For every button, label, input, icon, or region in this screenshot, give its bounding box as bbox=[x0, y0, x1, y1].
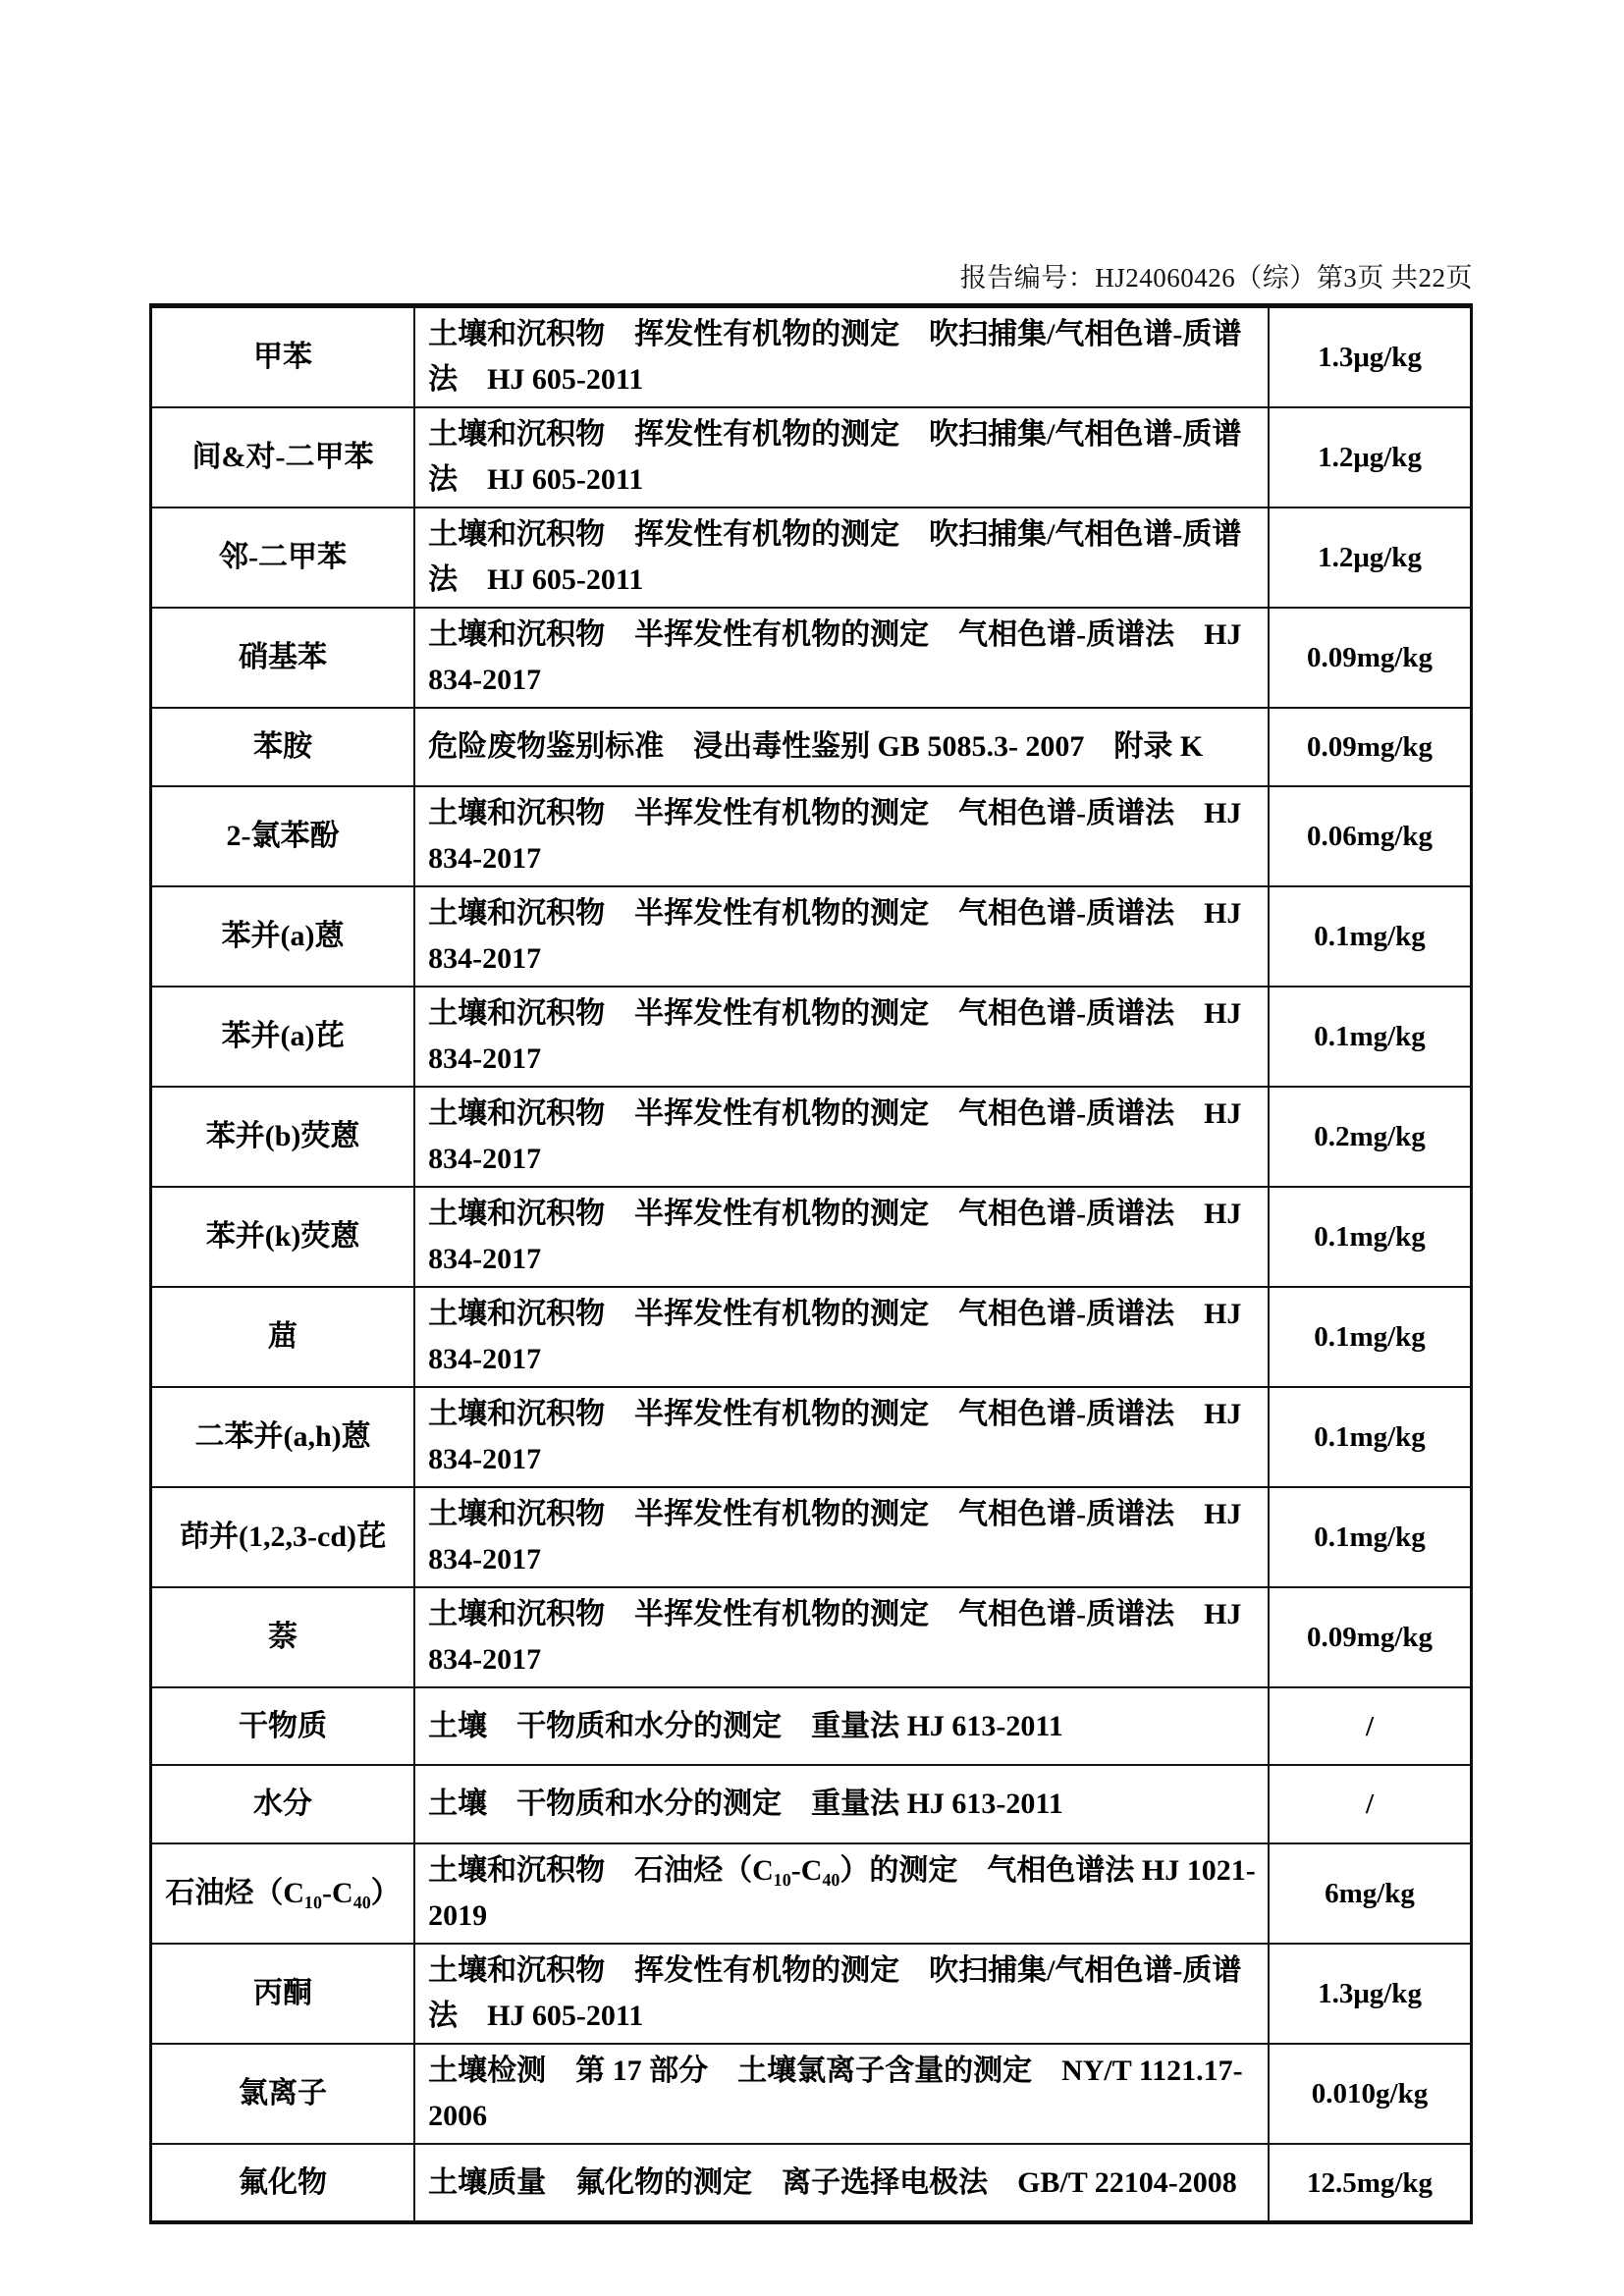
table-row bbox=[151, 1187, 1472, 1287]
method-cell: 土壤质量 氟化物的测定 离子选择电极法 GB/T 22104-2008 bbox=[414, 2144, 1269, 2222]
parameter-name-cell: 苯并(k)荧蒽 bbox=[151, 1187, 415, 1287]
detection-limit-cell: / bbox=[1269, 1687, 1471, 1765]
method-cell: 土壤和沉积物 半挥发性有机物的测定 气相色谱-质谱法 HJ 834-2017 bbox=[414, 1287, 1269, 1387]
detection-limit-cell: 1.2μg/kg bbox=[1269, 507, 1471, 608]
detection-limit-cell: 0.1mg/kg bbox=[1269, 1187, 1471, 1287]
detection-limit-cell: 0.09mg/kg bbox=[1269, 1587, 1471, 1687]
table-row bbox=[151, 2144, 1472, 2222]
method-cell: 土壤和沉积物 挥发性有机物的测定 吹扫捕集/气相色谱-质谱法 HJ 605-2011 bbox=[414, 306, 1269, 408]
parameter-name-cell: 二苯并(a,h)蒽 bbox=[151, 1387, 415, 1487]
parameter-name-cell: 萘 bbox=[151, 1587, 415, 1687]
table-row bbox=[151, 1287, 1472, 1387]
detection-limit-cell: 1.3μg/kg bbox=[1269, 306, 1471, 408]
detection-limit-cell: 0.06mg/kg bbox=[1269, 786, 1471, 886]
detection-limit-cell: 1.3μg/kg bbox=[1269, 1944, 1471, 2044]
method-cell: 土壤和沉积物 挥发性有机物的测定 吹扫捕集/气相色谱-质谱法 HJ 605-2011 bbox=[414, 507, 1269, 608]
method-cell: 土壤和沉积物 半挥发性有机物的测定 气相色谱-质谱法 HJ 834-2017 bbox=[414, 786, 1269, 886]
method-cell: 土壤和沉积物 半挥发性有机物的测定 气相色谱-质谱法 HJ 834-2017 bbox=[414, 886, 1269, 987]
table-row bbox=[151, 1765, 1472, 1843]
method-cell: 危险废物鉴别标准 浸出毒性鉴别 GB 5085.3- 2007 附录 K bbox=[414, 708, 1269, 786]
detection-limit-cell: 0.09mg/kg bbox=[1269, 708, 1471, 786]
table-row bbox=[151, 786, 1472, 886]
method-cell: 土壤和沉积物 石油烃（C₁₀-C₄₀）的测定 气相色谱法 HJ 1021-2019 bbox=[414, 1843, 1269, 1944]
parameter-name-cell: 甲苯 bbox=[151, 306, 415, 408]
method-table bbox=[149, 303, 1473, 2224]
method-cell: 土壤和沉积物 半挥发性有机物的测定 气相色谱-质谱法 HJ 834-2017 bbox=[414, 1187, 1269, 1287]
table-row bbox=[151, 1487, 1472, 1587]
parameter-name-cell: 䓛 bbox=[151, 1287, 415, 1387]
parameter-name-cell: 苯胺 bbox=[151, 708, 415, 786]
parameter-name-cell: 间&对-二甲苯 bbox=[151, 407, 415, 507]
parameter-name-cell: 邻-二甲苯 bbox=[151, 507, 415, 608]
detection-limit-cell: 0.1mg/kg bbox=[1269, 987, 1471, 1087]
detection-limit-cell: 0.1mg/kg bbox=[1269, 1387, 1471, 1487]
parameter-name-cell: 苯并(b)荧蒽 bbox=[151, 1087, 415, 1187]
parameter-name-cell: 硝基苯 bbox=[151, 608, 415, 708]
method-cell: 土壤和沉积物 半挥发性有机物的测定 气相色谱-质谱法 HJ 834-2017 bbox=[414, 987, 1269, 1087]
table-row bbox=[151, 407, 1472, 507]
parameter-name-cell: 石油烃（C₁₀-C₄₀） bbox=[151, 1843, 415, 1944]
table-row bbox=[151, 1587, 1472, 1687]
table-row bbox=[151, 886, 1472, 987]
parameter-name-cell: 水分 bbox=[151, 1765, 415, 1843]
parameter-name-cell: 苯并(a)芘 bbox=[151, 987, 415, 1087]
table-row bbox=[151, 987, 1472, 1087]
method-cell: 土壤和沉积物 挥发性有机物的测定 吹扫捕集/气相色谱-质谱法 HJ 605-2011 bbox=[414, 1944, 1269, 2044]
detection-limit-cell: / bbox=[1269, 1765, 1471, 1843]
table-row bbox=[151, 1387, 1472, 1487]
method-cell: 土壤和沉积物 挥发性有机物的测定 吹扫捕集/气相色谱-质谱法 HJ 605-2011 bbox=[414, 407, 1269, 507]
parameter-name-cell: 苯并(a)蒽 bbox=[151, 886, 415, 987]
method-cell: 土壤和沉积物 半挥发性有机物的测定 气相色谱-质谱法 HJ 834-2017 bbox=[414, 1387, 1269, 1487]
parameter-name-cell: 茚并(1,2,3-cd)芘 bbox=[151, 1487, 415, 1587]
detection-limit-cell: 0.010g/kg bbox=[1269, 2044, 1471, 2144]
method-cell: 土壤 干物质和水分的测定 重量法 HJ 613-2011 bbox=[414, 1687, 1269, 1765]
table-row bbox=[151, 708, 1472, 786]
method-cell: 土壤和沉积物 半挥发性有机物的测定 气相色谱-质谱法 HJ 834-2017 bbox=[414, 1087, 1269, 1187]
detection-limit-cell: 6mg/kg bbox=[1269, 1843, 1471, 1944]
parameter-name-cell: 氯离子 bbox=[151, 2044, 415, 2144]
table-row bbox=[151, 306, 1472, 408]
method-cell: 土壤 干物质和水分的测定 重量法 HJ 613-2011 bbox=[414, 1765, 1269, 1843]
method-cell: 土壤和沉积物 半挥发性有机物的测定 气相色谱-质谱法 HJ 834-2017 bbox=[414, 1587, 1269, 1687]
table-row bbox=[151, 2044, 1472, 2144]
table-row bbox=[151, 1087, 1472, 1187]
table-row bbox=[151, 608, 1472, 708]
method-cell: 土壤检测 第 17 部分 土壤氯离子含量的测定 NY/T 1121.17-2006 bbox=[414, 2044, 1269, 2144]
parameter-name-cell: 丙酮 bbox=[151, 1944, 415, 2044]
parameter-name-cell: 氟化物 bbox=[151, 2144, 415, 2222]
table-row bbox=[151, 1843, 1472, 1944]
detection-limit-cell: 0.2mg/kg bbox=[1269, 1087, 1471, 1187]
parameter-name-cell: 干物质 bbox=[151, 1687, 415, 1765]
method-cell: 土壤和沉积物 半挥发性有机物的测定 气相色谱-质谱法 HJ 834-2017 bbox=[414, 608, 1269, 708]
method-cell: 土壤和沉积物 半挥发性有机物的测定 气相色谱-质谱法 HJ 834-2017 bbox=[414, 1487, 1269, 1587]
table-row bbox=[151, 1944, 1472, 2044]
table-row bbox=[151, 507, 1472, 608]
detection-limit-cell: 0.09mg/kg bbox=[1269, 608, 1471, 708]
detection-limit-cell: 12.5mg/kg bbox=[1269, 2144, 1471, 2222]
parameter-name-cell: 2-氯苯酚 bbox=[151, 786, 415, 886]
detection-limit-cell: 0.1mg/kg bbox=[1269, 1287, 1471, 1387]
detection-limit-cell: 0.1mg/kg bbox=[1269, 886, 1471, 987]
table-row bbox=[151, 1687, 1472, 1765]
detection-limit-cell: 1.2μg/kg bbox=[1269, 407, 1471, 507]
report-number: 报告编号：HJ24060426（综）第3页 共22页 bbox=[959, 263, 1473, 293]
detection-limit-cell: 0.1mg/kg bbox=[1269, 1487, 1471, 1587]
method-table-body bbox=[151, 306, 1472, 2223]
